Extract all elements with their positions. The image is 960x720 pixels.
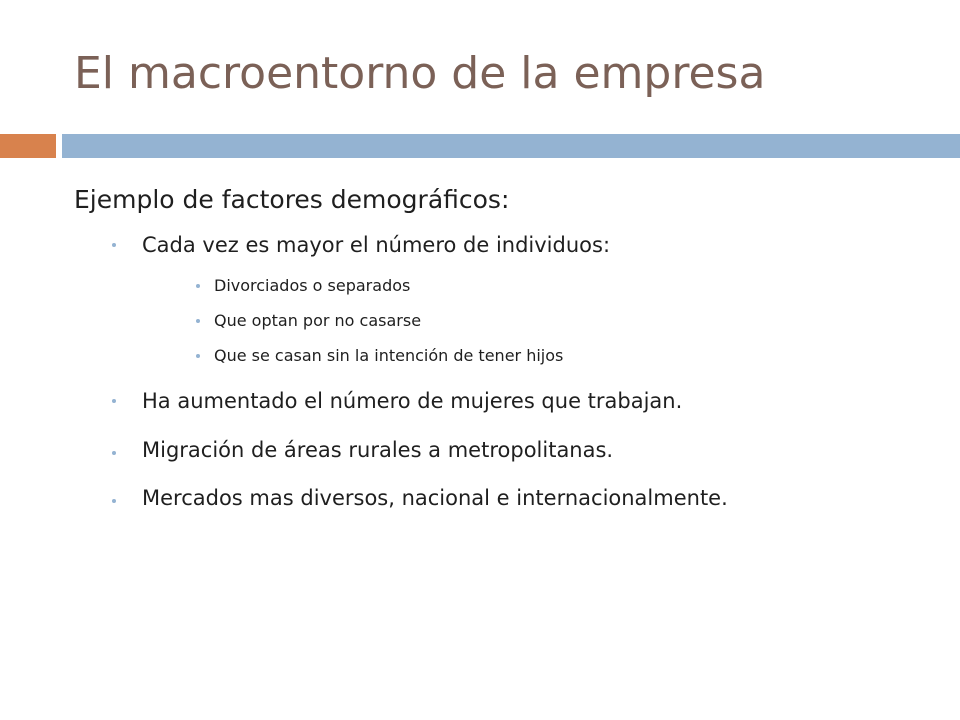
bullet-dot-icon [112,399,116,403]
sub-bullet-dot-icon [196,319,200,323]
bullet-text: Mercados mas diversos, nacional e internacionalmente. [142,486,728,510]
bullet-item-individuals [74,222,934,268]
accent-bar-orange [0,134,56,158]
bullet-item-women-working [74,373,934,429]
bullet-dot-icon [112,451,116,455]
bullet-text: Ha aumentado el número de mujeres que trabajan. [142,389,683,413]
accent-bar-blue [62,134,960,158]
slide-content [74,178,934,525]
sub-bullet-text: Que optan por no casarse [214,311,422,330]
bullet-item-migration [74,429,934,477]
slide-heading: Ejemplo de factores demográficos: [74,185,510,214]
sub-bullet-dot-icon [196,284,200,288]
bullet-text: Migración de áreas rurales a metropolitanas. [142,438,614,462]
sub-bullet-item-no-children [74,338,934,373]
sub-bullet-dot-icon [196,354,200,358]
bullet-list [74,222,934,525]
sub-bullet-item-divorced [74,268,934,303]
sub-bullet-item-not-marrying [74,303,934,338]
sub-bullet-text: Divorciados o separados [214,276,411,295]
bullet-dot-icon [112,499,116,503]
slide-title: El macroentorno de la empresa [74,48,766,99]
bullet-item-diverse-markets [74,477,934,525]
sub-bullet-group [74,268,934,373]
sub-bullet-text: Que se casan sin la intención de tener hijos [214,346,564,365]
bullet-dot-icon [112,243,116,247]
bullet-text: Cada vez es mayor el número de individuos: [142,233,611,257]
sub-bullet-list [74,268,934,373]
